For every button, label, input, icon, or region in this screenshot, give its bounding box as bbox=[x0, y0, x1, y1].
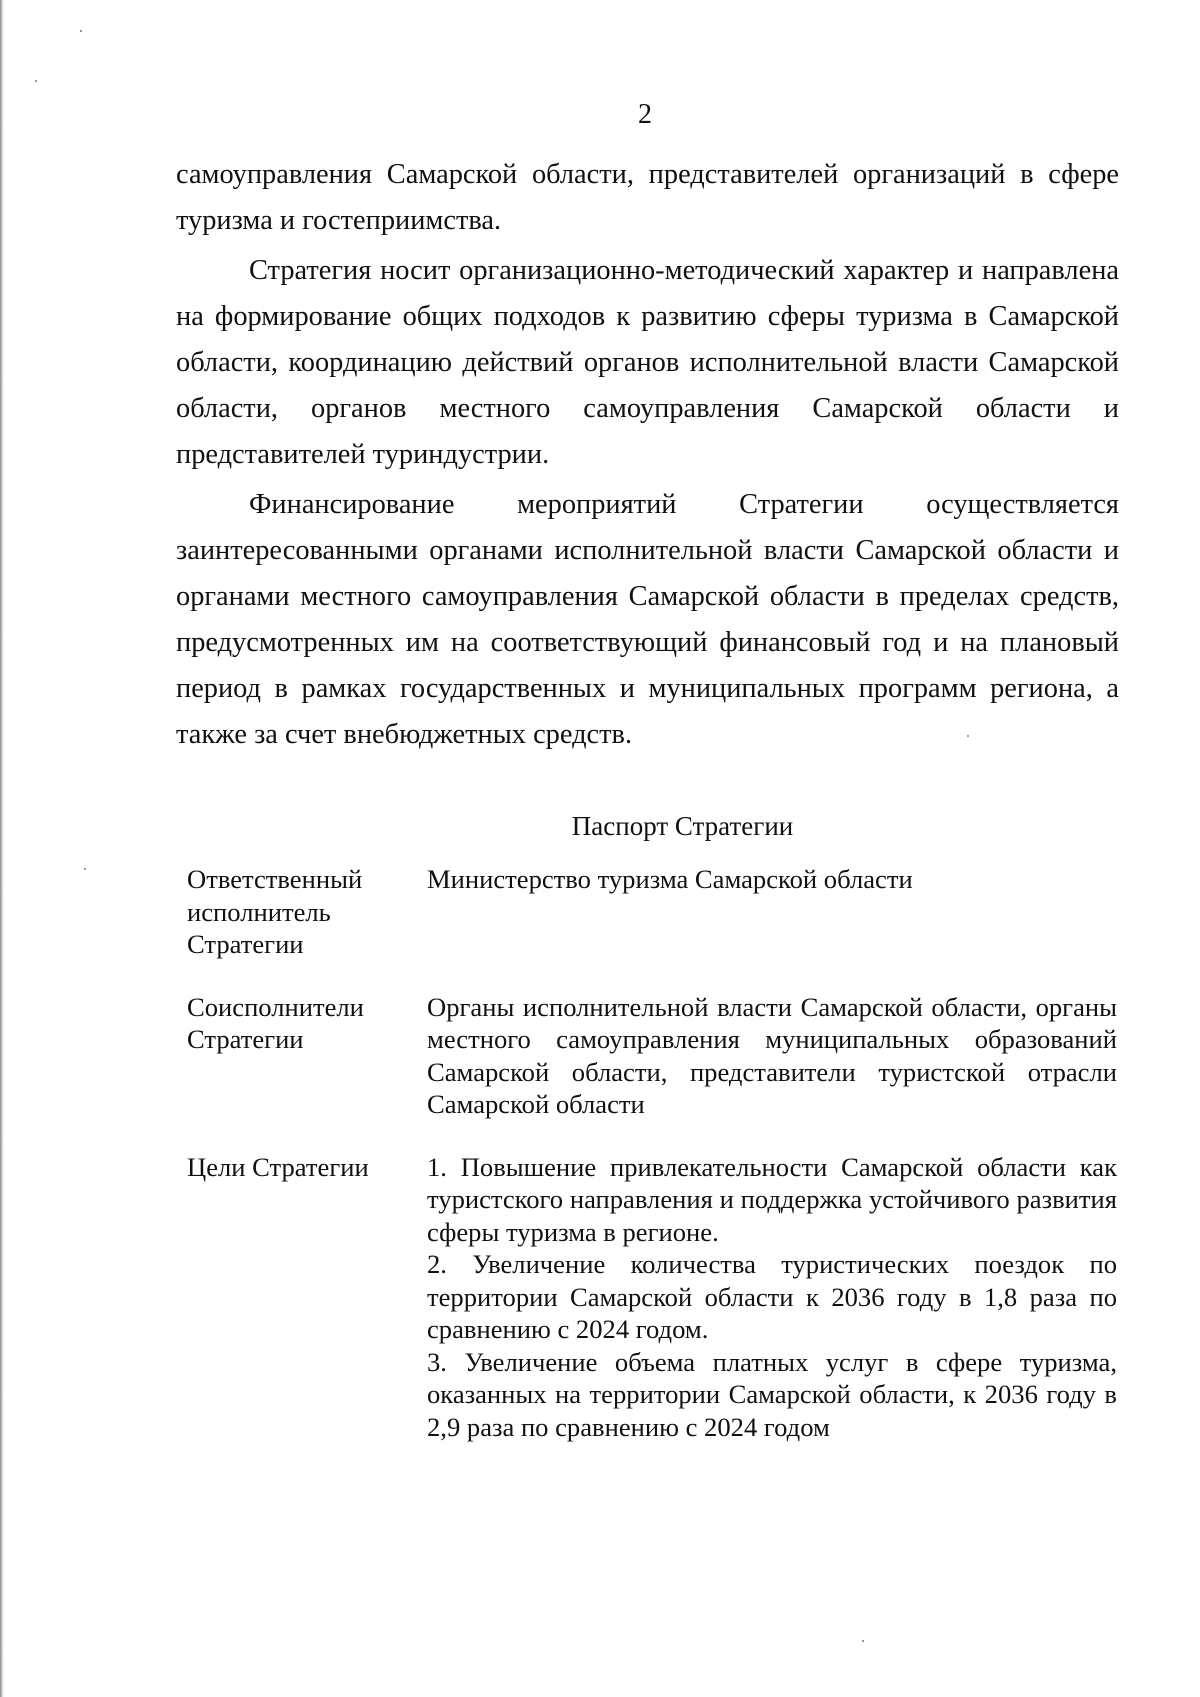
goal-item: 3. Увеличение объема платных услуг в сфере туризма, оказанных на территории Самарской области, к 2036 году в 2,9 раза по сравнению с 2024 годом bbox=[427, 1346, 1117, 1442]
passport-label: Цели Стратегии bbox=[187, 1151, 369, 1182]
scan-speck bbox=[35, 80, 37, 82]
passport-label: Соисполнители Стратегии bbox=[187, 991, 364, 1054]
passport-title: Паспорт Стратегии bbox=[571, 811, 794, 841]
passport-row-goals bbox=[187, 1151, 1117, 1444]
passport-value: Министерство туризма Самарской области bbox=[427, 864, 913, 894]
goal-item: 1. Повышение привлекательности Самарской области как туристского направления и поддержка устойчивого развития сферы туризма в регионе. bbox=[427, 1151, 1117, 1247]
passport-label: Ответственный исполнитель Стратегии bbox=[187, 864, 363, 959]
scanned-page-edge bbox=[0, 0, 4, 1697]
passport-value: Органы исполнительной власти Самарской области, органы местного самоуправления муниципальных образований Самарской области, представители туристской отрасли Самарской области bbox=[427, 991, 1117, 1119]
page-number: 2 bbox=[638, 99, 652, 130]
passport-row-responsible bbox=[187, 863, 1117, 961]
scan-speck bbox=[84, 868, 86, 870]
passport-row-co-executors bbox=[187, 991, 1117, 1121]
scan-speck bbox=[862, 1640, 864, 1642]
paragraph-strategy-character: Стратегия носит организационно-методический характер и направлена на формирование общих подходов к развитию сферы туризма в Самарской области, координацию действий органов исполнительной власти Самарской области, органов местного самоуправления Самарской области и представителей туриндустрии. bbox=[176, 255, 1119, 470]
goal-item: 2. Увеличение количества туристических поездок по территории Самарской области к 2036 году в 1,8 раза по сравнению с 2024 годом. bbox=[427, 1249, 1117, 1344]
paragraph-continuation: самоуправления Самарской области, представителей организаций в сфере туризма и гостеприимства. bbox=[176, 159, 1119, 236]
passport-table bbox=[187, 863, 1117, 1473]
document-body bbox=[176, 152, 1119, 758]
passport-goals-list bbox=[427, 1151, 1117, 1444]
paragraph-financing: Финансирование мероприятий Стратегии осуществляется заинтересованными органами исполнительной власти Самарской области и органами местного самоуправления Самарской области в пределах средств, предусмотренных им на соответствующий финансовый год и на плановый период в рамках государственных и муниципальных программ региона, а также за счет внебюджетных средств. bbox=[176, 489, 1119, 750]
scan-speck bbox=[80, 30, 82, 32]
